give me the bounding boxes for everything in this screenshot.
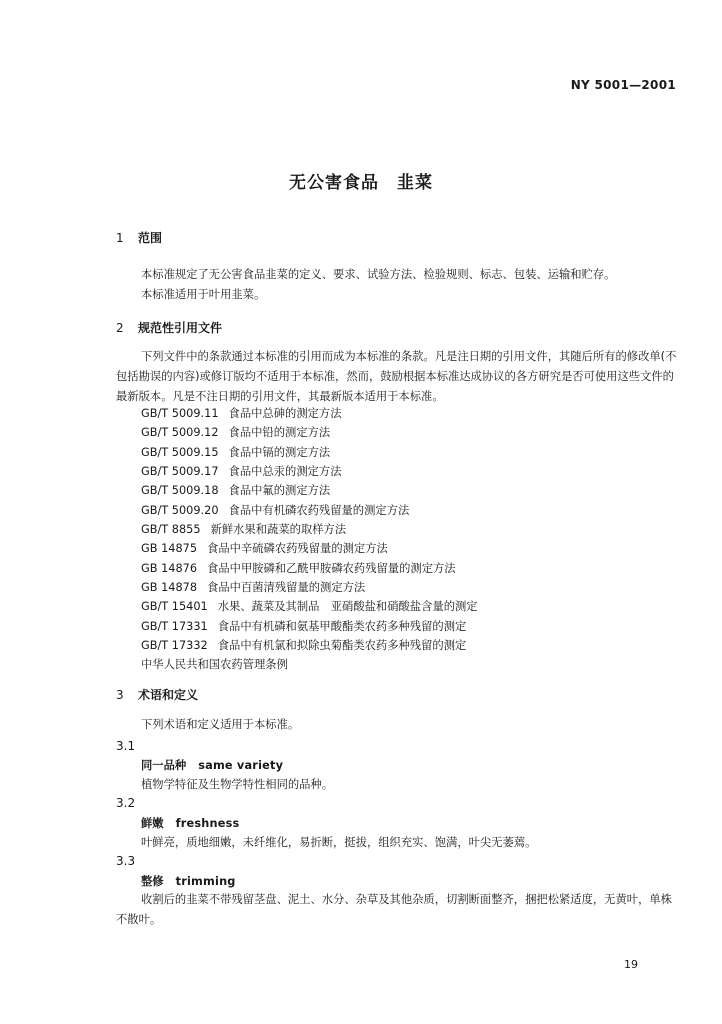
document-title: 无公害食品 韭菜: [289, 173, 433, 193]
term-definition: 收割后的韭菜不带残留茎盘、泥土、水分、杂草及其他杂质，切割断面整齐，捆把松紧适度，无黄叶，单株不散叶。: [116, 893, 672, 926]
term-title: 鲜嫩 freshness: [141, 817, 240, 830]
reference-item: GB/T 17332 食品中有机氯和拟除虫菊酯类农药多种残留的测定: [141, 639, 467, 653]
reference-item: GB/T 5009.12 食品中铅的测定方法: [141, 426, 331, 440]
section-1-heading: [116, 229, 162, 246]
term-definition: 植物学特征及生物学特性相同的品种。: [141, 778, 334, 791]
reference-item: GB/T 5009.17 食品中总汞的测定方法: [141, 465, 342, 479]
section-title: 范围: [138, 231, 163, 245]
reference-item: 中华人民共和国农药管理条例: [141, 658, 288, 672]
section-2-heading: [116, 319, 222, 336]
term-number: 3.1: [116, 739, 136, 753]
term-definition: 叶鲜亮，质地细嫩，未纤维化，易折断，挺拔，组织充实、饱满，叶尖无萎蔫。: [141, 836, 537, 849]
terms-intro: 下列术语和定义适用于本标准。: [141, 718, 300, 731]
term-title: 同一品种 same variety: [141, 759, 284, 772]
reference-list: [141, 404, 478, 675]
reference-item: GB/T 5009.11 食品中总砷的测定方法: [141, 407, 342, 420]
section-number: 2: [116, 321, 124, 335]
term-number: 3.3: [116, 854, 136, 868]
term-number: 3.2: [116, 796, 136, 810]
section-number: 3: [116, 688, 124, 702]
reference-item: GB/T 8855 新鲜水果和蔬菜的取样方法: [141, 523, 347, 537]
reference-item: GB/T 17331 食品中有机磷和氨基甲酸酯类农药多种残留的测定: [141, 619, 467, 633]
references-intro: 下列文件中的条款通过本标准的引用而成为本标准的条款。凡是注日期的引用文件，其随后所有的修改单(不包括勘误的内容)或修订版均不适用于本标准，然而，鼓励根据本标准达成协议的各方研究是否可使用这些文件的最新版本。凡是不注日期的引用文件，其最新版本适用于本标准。: [116, 350, 677, 403]
reference-item: GB 14876 食品中甲胺磷和乙酰甲胺磷农药残留量的测定方法: [141, 561, 456, 575]
scope-line: 本标准适用于叶用韭菜。: [141, 288, 266, 301]
section-number: 1: [116, 231, 124, 245]
section-title: 术语和定义: [138, 688, 199, 702]
section-title: 规范性引用文件: [138, 321, 223, 335]
reference-item: GB/T 5009.18 食品中氟的测定方法: [141, 484, 331, 498]
reference-item: GB/T 15401 水果、蔬菜及其制品 亚硝酸盐和硝酸盐含量的测定: [141, 600, 478, 614]
page-number: 19: [624, 958, 638, 971]
standard-number: NY 5001—2001: [570, 78, 676, 92]
section-3-heading: [116, 686, 198, 703]
reference-item: GB 14875 食品中辛硫磷农药残留量的测定方法: [141, 542, 388, 556]
reference-item: GB 14878 食品中百菌清残留量的测定方法: [141, 581, 366, 595]
scope-line: 本标准规定了无公害食品韭菜的定义、要求、试验方法、检验规则、标志、包装、运输和贮存。: [141, 268, 616, 281]
term-title: 整修 trimming: [141, 875, 236, 888]
reference-item: GB/T 5009.15 食品中镉的测定方法: [141, 445, 331, 459]
reference-item: GB/T 5009.20 食品中有机磷农药残留量的测定方法: [141, 503, 410, 517]
